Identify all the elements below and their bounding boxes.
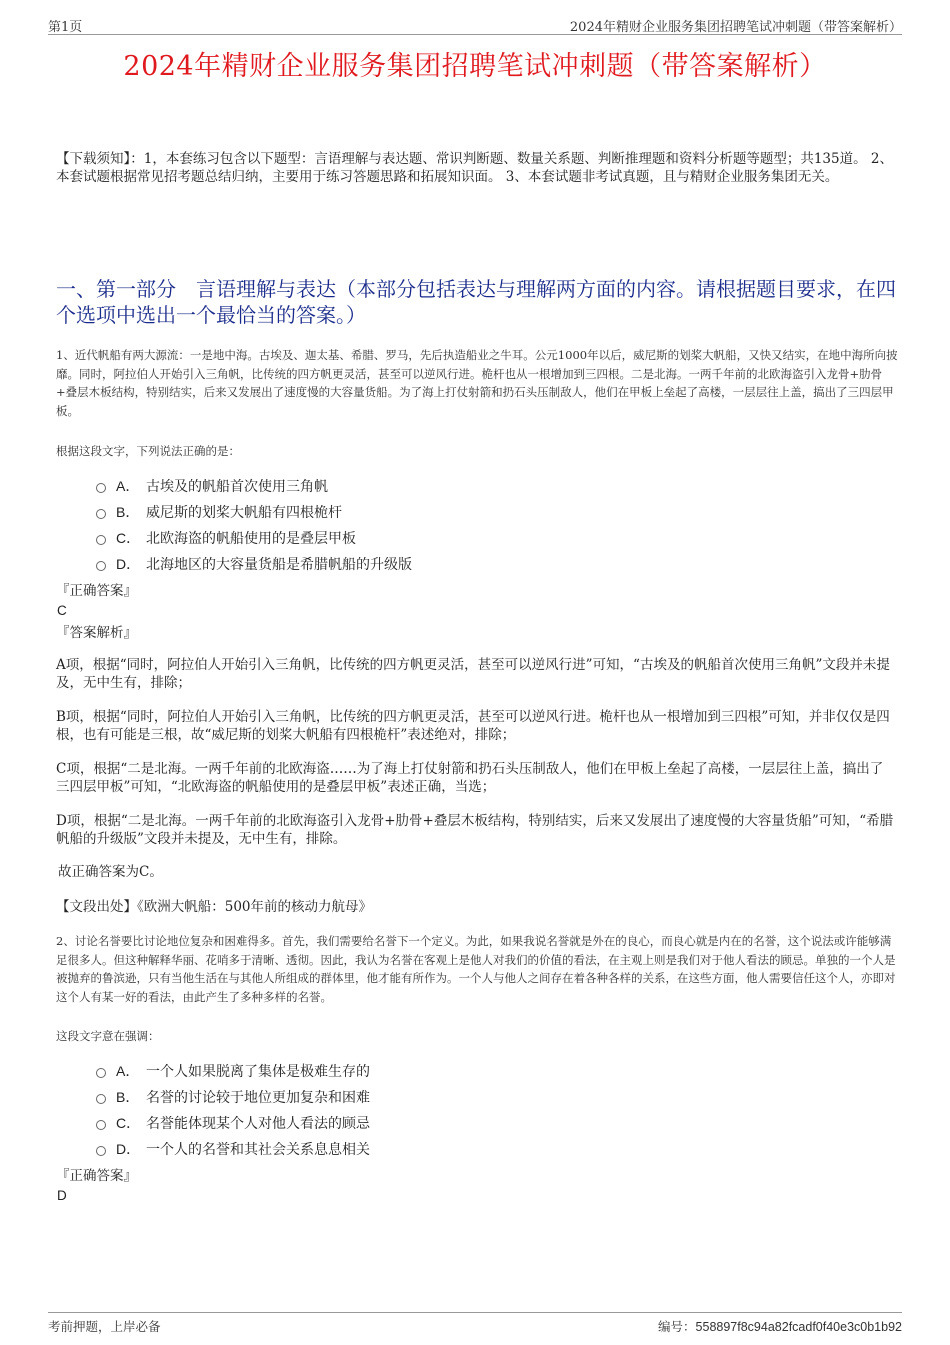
answer-value: C <box>57 603 67 618</box>
page-footer <box>48 1312 902 1337</box>
radio-icon[interactable] <box>96 535 106 545</box>
analysis-b: B项，根据“同时，阿拉伯人开始引入三角帆，比传统的四方帆更灵活，甚至可以逆风行进。桅杆也从一根增加到三四根”可知，并非仅仅是四根，也有可能是三根，故“威尼斯的划桨大帆船有四根桅杆”表述绝对，排除； <box>56 709 890 743</box>
option-a[interactable]: A． 古埃及的帆船首次使用三角帆 <box>96 473 696 499</box>
question-1-ask: 根据这段文字，下列说法正确的是： <box>56 444 240 458</box>
radio-icon[interactable] <box>96 1068 106 1078</box>
analysis-c: C项，根据“二是北海。一两千年前的北欧海盗……为了海上打仗射箭和扔石头压制敌人，他们在甲板上垒起了高楼，一层层往上盖，搞出了三四层甲板”可知，“北欧海盗的帆船使用的是叠层甲板”表述正确，当选； <box>56 761 884 795</box>
question-1-options <box>96 473 696 577</box>
footer-code: 编号：558897f8c94a82fcadf0f40e3c0b1b92 <box>658 1320 902 1334</box>
question-2-ask: 这段文字意在强调： <box>56 1029 160 1043</box>
analysis-d: D项，根据“二是北海。一两千年前的北欧海盗引入龙骨+肋骨+叠层木板结构，特别结实，后来又发展出了速度慢的大容量货船”可知，“希腊帆船的升级版”文段并未提及，无中生有，排除。 <box>56 813 894 847</box>
option-a[interactable]: A． 一个人如果脱离了集体是极难生存的 <box>96 1058 696 1084</box>
footer-slogan: 考前押题，上岸必备 <box>48 1319 161 1334</box>
option-c[interactable]: C． 北欧海盗的帆船使用的是叠层甲板 <box>96 525 696 551</box>
radio-icon[interactable] <box>96 1146 106 1156</box>
radio-icon[interactable] <box>96 483 106 493</box>
answer-value: D <box>57 1188 67 1203</box>
question-1-stem: 1、近代帆船有两大源流：一是地中海。古埃及、迦太基、希腊、罗马，先后执造船业之牛耳。公元1000年以后，威尼斯的划桨大帆船，又快又结实，在地中海所向披靡。同时，阿拉伯人开始引入三角帆，比传统的四方帆更灵活，甚至可以逆风行进。桅杆也从一根增加到三四根。二是北海。一两千年前的北欧海盗引入龙骨+肋骨+叠层木板结构，特别结实，后来又发展出了速度慢的大容量货船。为了海上打仗射箭和扔石头压制敌人，他们在甲板上垒起了高楼，一层层往上盖，搞出了三四层甲板。 <box>56 348 898 418</box>
answer-label: 『正确答案』 <box>56 1168 137 1184</box>
option-c[interactable]: C． 名誉能体现某个人对他人看法的顾忌 <box>96 1110 696 1136</box>
question-2-options <box>96 1058 696 1162</box>
analysis-label: 『答案解析』 <box>56 625 137 641</box>
option-d[interactable]: D． 北海地区的大容量货船是希腊帆船的升级版 <box>96 551 696 577</box>
radio-icon[interactable] <box>96 1094 106 1104</box>
download-notice: 【下载须知】：1，本套练习包含以下题型：言语理解与表达题、常识判断题、数量关系题、判断推理题和资料分析题等题型；共135道。 2、本套试题根据常见招考题总结归纳，主要用于练习答题思路和拓展知识面。 3、本套试题非考试真题，且与精财企业服务集团无关。 <box>56 151 893 185</box>
header-doc-title: 2024年精财企业服务集团招聘笔试冲刺题（带答案解析） <box>569 20 902 35</box>
option-b[interactable]: B． 威尼斯的划桨大帆船有四根桅杆 <box>96 499 696 525</box>
section-heading: 一、第一部分 言语理解与表达（本部分包括表达与理解两方面的内容。请根据题目要求，在四个选项中选出一个最恰当的答案。） <box>56 277 896 327</box>
radio-icon[interactable] <box>96 1120 106 1130</box>
option-d[interactable]: D． 一个人的名誉和其社会关系息息相关 <box>96 1136 696 1162</box>
document-title: 2024年精财企业服务集团招聘笔试冲刺题（带答案解析） <box>123 51 827 82</box>
radio-icon[interactable] <box>96 561 106 571</box>
source: 【文段出处】《欧洲大帆船：500年前的核动力航母》 <box>56 899 373 915</box>
conclusion: 故正确答案为C。 <box>58 864 163 880</box>
analysis-a: A项，根据“同时，阿拉伯人开始引入三角帆，比传统的四方帆更灵活，甚至可以逆风行进”可知，“古埃及的帆船首次使用三角帆”文段并未提及，无中生有，排除； <box>56 657 890 691</box>
question-2-stem: 2、讨论名誉要比讨论地位复杂和困难得多。首先，我们需要给名誉下一个定义。为此，如果我说名誉就是外在的良心，而良心就是内在的名誉，这个说法或许能够满足很多人。但这种解释华丽、花哨多于清晰、透彻。因此，我认为名誉在客观上是他人对我们的价值的看法，在主观上则是我们对于他人看法的顾忌。单独的一个人是被抛弃的鲁滨逊，只有当他生活在与其他人所组成的群体里，他才能有所作为。一个人与他人之间存在着各种各样的关系，在这些方面，他人需要信任这个人，亦即对这个人有某一好的看法，由此产生了多种多样的名誉。 <box>56 934 896 1004</box>
page-number: 第1页 <box>48 20 83 35</box>
radio-icon[interactable] <box>96 509 106 519</box>
option-b[interactable]: B． 名誉的讨论较于地位更加复杂和困难 <box>96 1084 696 1110</box>
answer-label: 『正确答案』 <box>56 583 137 599</box>
page-header <box>48 14 902 35</box>
